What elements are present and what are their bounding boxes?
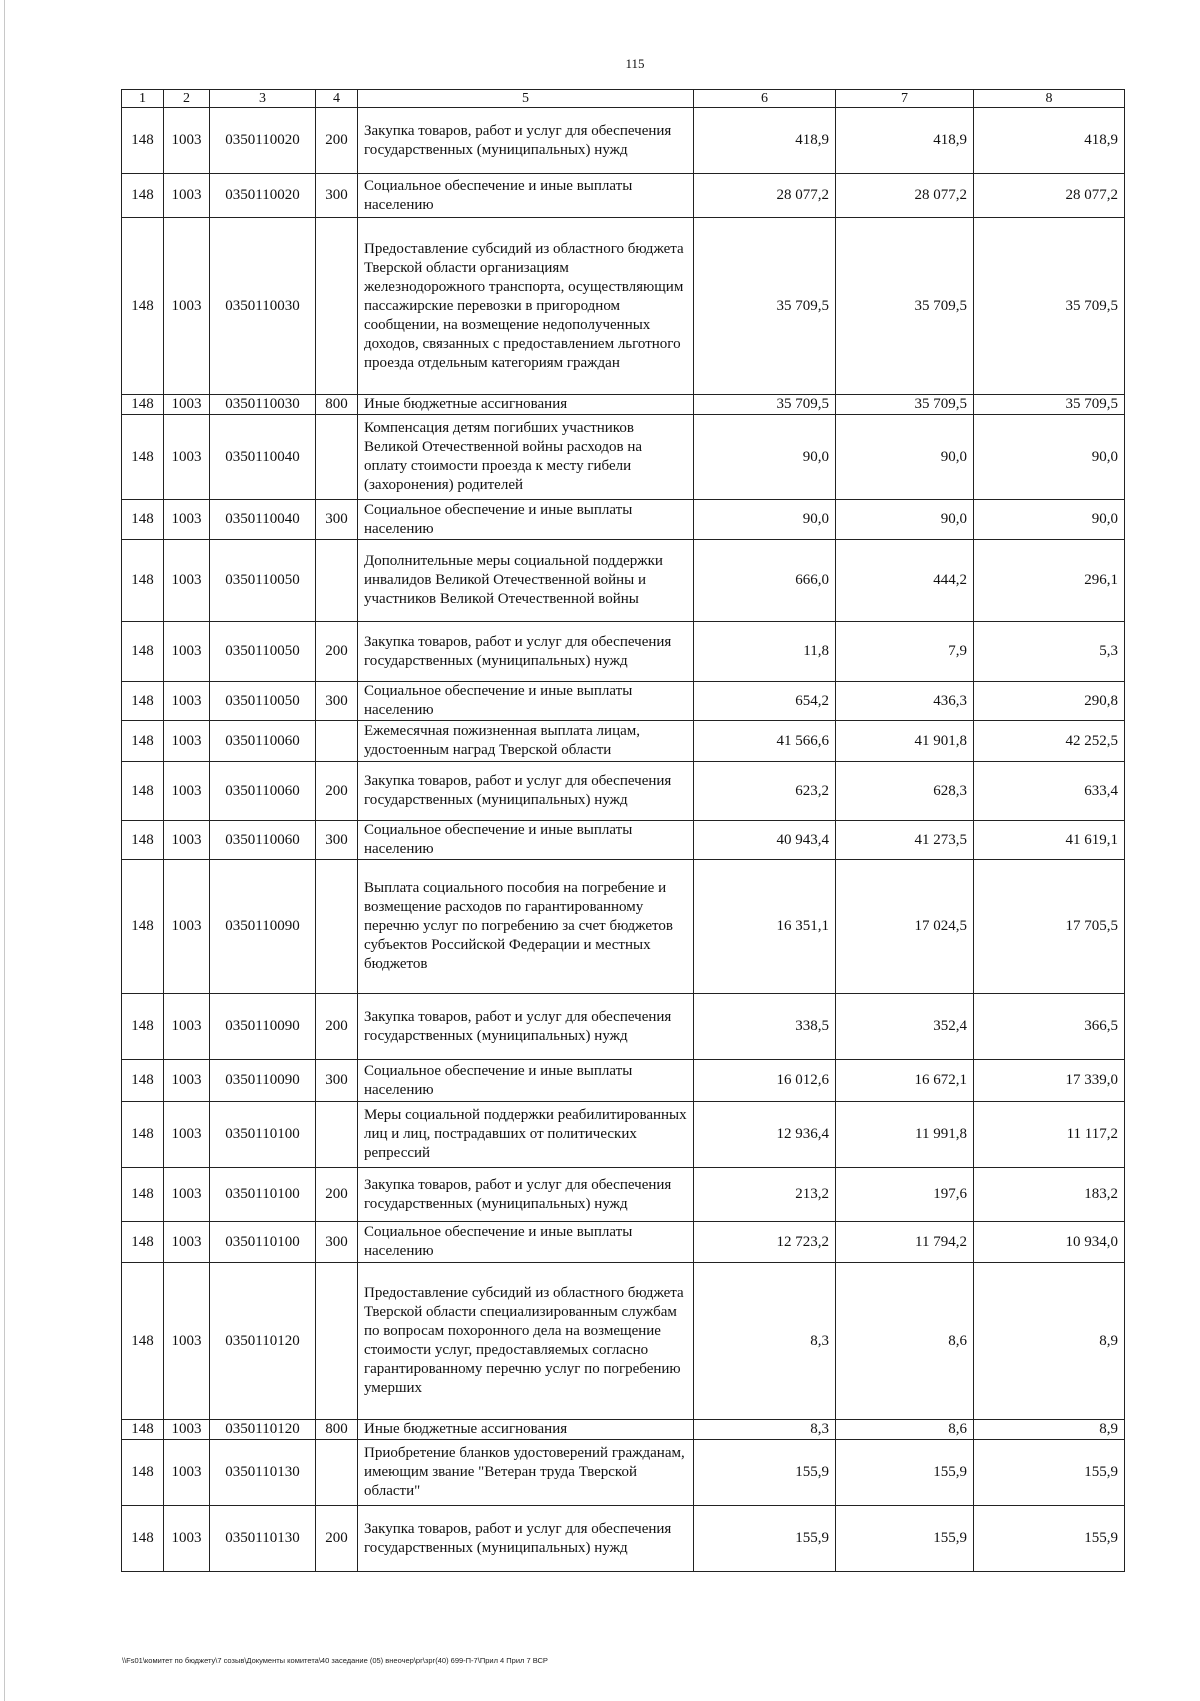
expense-type-code: 300 [316, 174, 358, 218]
agency-code: 148 [122, 395, 164, 415]
section-code: 1003 [164, 622, 210, 682]
table-row [122, 1420, 1125, 1440]
item-description: Иные бюджетные ассигнования [358, 1420, 694, 1440]
table-row [122, 415, 1125, 500]
item-description: Дополнительные меры социальной поддержки инвалидов Великой Отечественной войны и участников Великой Отечественной войны [358, 540, 694, 622]
amount-col-6: 40 943,4 [694, 821, 836, 860]
agency-code: 148 [122, 860, 164, 994]
amount-col-7: 436,3 [836, 682, 974, 721]
agency-code: 148 [122, 1222, 164, 1263]
agency-code: 148 [122, 682, 164, 721]
agency-code: 148 [122, 108, 164, 174]
target-article-code: 0350110040 [210, 415, 316, 500]
amount-col-6: 11,8 [694, 622, 836, 682]
header-col-3: 3 [210, 90, 316, 108]
amount-col-7: 17 024,5 [836, 860, 974, 994]
item-description: Закупка товаров, работ и услуг для обеспечения государственных (муниципальных) нужд [358, 762, 694, 821]
section-code: 1003 [164, 1506, 210, 1572]
expense-type-code [316, 218, 358, 395]
expense-type-code: 300 [316, 821, 358, 860]
amount-col-6: 338,5 [694, 994, 836, 1060]
amount-col-6: 155,9 [694, 1440, 836, 1506]
amount-col-8: 366,5 [974, 994, 1125, 1060]
amount-col-7: 155,9 [836, 1506, 974, 1572]
budget-table [121, 89, 1125, 1572]
amount-col-8: 296,1 [974, 540, 1125, 622]
item-description: Социальное обеспечение и иные выплаты населению [358, 500, 694, 540]
agency-code: 148 [122, 540, 164, 622]
section-code: 1003 [164, 1420, 210, 1440]
table-row [122, 218, 1125, 395]
amount-col-8: 42 252,5 [974, 721, 1125, 762]
amount-col-8: 183,2 [974, 1168, 1125, 1222]
table-row [122, 174, 1125, 218]
expense-type-code: 300 [316, 1060, 358, 1102]
item-description: Компенсация детям погибших участников Великой Отечественной войны расходов на оплату стоимости проезда к месту гибели (захоронения) родителей [358, 415, 694, 500]
target-article-code: 0350110120 [210, 1263, 316, 1420]
amount-col-6: 12 723,2 [694, 1222, 836, 1263]
section-code: 1003 [164, 762, 210, 821]
amount-col-7: 35 709,5 [836, 218, 974, 395]
expense-type-code: 300 [316, 1222, 358, 1263]
scan-margin-line [4, 0, 5, 1701]
table-row [122, 762, 1125, 821]
table-row [122, 1102, 1125, 1168]
section-code: 1003 [164, 108, 210, 174]
section-code: 1003 [164, 395, 210, 415]
amount-col-8: 155,9 [974, 1506, 1125, 1572]
amount-col-6: 213,2 [694, 1168, 836, 1222]
target-article-code: 0350110090 [210, 994, 316, 1060]
agency-code: 148 [122, 415, 164, 500]
table-row [122, 682, 1125, 721]
table-row [122, 721, 1125, 762]
amount-col-8: 10 934,0 [974, 1222, 1125, 1263]
expense-type-code: 800 [316, 395, 358, 415]
section-code: 1003 [164, 860, 210, 994]
table-row [122, 1168, 1125, 1222]
amount-col-6: 41 566,6 [694, 721, 836, 762]
section-code: 1003 [164, 682, 210, 721]
target-article-code: 0350110060 [210, 721, 316, 762]
amount-col-7: 155,9 [836, 1440, 974, 1506]
header-col-8: 8 [974, 90, 1125, 108]
amount-col-6: 666,0 [694, 540, 836, 622]
target-article-code: 0350110020 [210, 108, 316, 174]
amount-col-7: 41 273,5 [836, 821, 974, 860]
expense-type-code: 200 [316, 622, 358, 682]
expense-type-code [316, 1440, 358, 1506]
amount-col-7: 11 794,2 [836, 1222, 974, 1263]
item-description: Выплата социального пособия на погребение и возмещение расходов по гарантированному перечню услуг по погребению за счет бюджетов субъектов Российской Федерации и местных бюджетов [358, 860, 694, 994]
amount-col-6: 12 936,4 [694, 1102, 836, 1168]
amount-col-7: 16 672,1 [836, 1060, 974, 1102]
header-col-2: 2 [164, 90, 210, 108]
amount-col-8: 35 709,5 [974, 395, 1125, 415]
section-code: 1003 [164, 174, 210, 218]
amount-col-6: 418,9 [694, 108, 836, 174]
table-row [122, 1222, 1125, 1263]
header-col-5: 5 [358, 90, 694, 108]
amount-col-8: 11 117,2 [974, 1102, 1125, 1168]
amount-col-8: 17 339,0 [974, 1060, 1125, 1102]
table-row [122, 395, 1125, 415]
target-article-code: 0350110020 [210, 174, 316, 218]
amount-col-8: 28 077,2 [974, 174, 1125, 218]
section-code: 1003 [164, 1060, 210, 1102]
section-code: 1003 [164, 1168, 210, 1222]
amount-col-8: 633,4 [974, 762, 1125, 821]
item-description: Закупка товаров, работ и услуг для обеспечения государственных (муниципальных) нужд [358, 1168, 694, 1222]
agency-code: 148 [122, 994, 164, 1060]
section-code: 1003 [164, 721, 210, 762]
target-article-code: 0350110030 [210, 395, 316, 415]
target-article-code: 0350110060 [210, 762, 316, 821]
target-article-code: 0350110100 [210, 1102, 316, 1168]
amount-col-7: 11 991,8 [836, 1102, 974, 1168]
amount-col-8: 5,3 [974, 622, 1125, 682]
target-article-code: 0350110050 [210, 682, 316, 721]
table-row [122, 821, 1125, 860]
amount-col-7: 35 709,5 [836, 395, 974, 415]
item-description: Социальное обеспечение и иные выплаты населению [358, 174, 694, 218]
item-description: Предоставление субсидий из областного бюджета Тверской области организациям железнодорожного транспорта, осуществляющим пассажирские перевозки в пригородном сообщении, на возмещение недополученных доходов, связанных с предоставлением льготного проезда отдельным категориям граждан [358, 218, 694, 395]
expense-type-code: 300 [316, 500, 358, 540]
amount-col-6: 654,2 [694, 682, 836, 721]
target-article-code: 0350110060 [210, 821, 316, 860]
item-description: Ежемесячная пожизненная выплата лицам, удостоенным наград Тверской области [358, 721, 694, 762]
amount-col-6: 28 077,2 [694, 174, 836, 218]
amount-col-8: 35 709,5 [974, 218, 1125, 395]
agency-code: 148 [122, 1102, 164, 1168]
item-description: Предоставление субсидий из областного бюджета Тверской области специализированным службам по вопросам похоронного дела на возмещение стоимости услуг, предоставляемых согласно гарантированному перечню услуг по погребению умерших [358, 1263, 694, 1420]
target-article-code: 0350110130 [210, 1506, 316, 1572]
target-article-code: 0350110030 [210, 218, 316, 395]
agency-code: 148 [122, 821, 164, 860]
item-description: Закупка товаров, работ и услуг для обеспечения государственных (муниципальных) нужд [358, 622, 694, 682]
table-row [122, 108, 1125, 174]
amount-col-7: 28 077,2 [836, 174, 974, 218]
amount-col-8: 290,8 [974, 682, 1125, 721]
item-description: Приобретение бланков удостоверений гражданам, имеющим звание "Ветеран труда Тверской области" [358, 1440, 694, 1506]
amount-col-6: 623,2 [694, 762, 836, 821]
table-row [122, 1060, 1125, 1102]
amount-col-6: 35 709,5 [694, 395, 836, 415]
agency-code: 148 [122, 174, 164, 218]
amount-col-7: 418,9 [836, 108, 974, 174]
table-row [122, 994, 1125, 1060]
header-col-6: 6 [694, 90, 836, 108]
section-code: 1003 [164, 1222, 210, 1263]
agency-code: 148 [122, 1060, 164, 1102]
expense-type-code: 200 [316, 108, 358, 174]
section-code: 1003 [164, 500, 210, 540]
agency-code: 148 [122, 218, 164, 395]
section-code: 1003 [164, 1440, 210, 1506]
section-code: 1003 [164, 1263, 210, 1420]
page-number: 115 [625, 56, 645, 71]
amount-col-6: 35 709,5 [694, 218, 836, 395]
amount-col-8: 90,0 [974, 415, 1125, 500]
amount-col-6: 155,9 [694, 1506, 836, 1572]
table-body [122, 108, 1125, 1572]
amount-col-8: 17 705,5 [974, 860, 1125, 994]
amount-col-6: 90,0 [694, 415, 836, 500]
table-header-row [122, 90, 1125, 108]
target-article-code: 0350110100 [210, 1222, 316, 1263]
agency-code: 148 [122, 762, 164, 821]
expense-type-code [316, 1263, 358, 1420]
expense-type-code: 200 [316, 994, 358, 1060]
agency-code: 148 [122, 622, 164, 682]
amount-col-8: 41 619,1 [974, 821, 1125, 860]
table-row [122, 860, 1125, 994]
table-row [122, 540, 1125, 622]
expense-type-code: 200 [316, 762, 358, 821]
section-code: 1003 [164, 415, 210, 500]
amount-col-7: 7,9 [836, 622, 974, 682]
expense-type-code [316, 860, 358, 994]
amount-col-8: 8,9 [974, 1420, 1125, 1440]
item-description: Социальное обеспечение и иные выплаты населению [358, 1060, 694, 1102]
section-code: 1003 [164, 1102, 210, 1168]
agency-code: 148 [122, 721, 164, 762]
target-article-code: 0350110090 [210, 1060, 316, 1102]
item-description: Социальное обеспечение и иные выплаты населению [358, 1222, 694, 1263]
table-row [122, 1440, 1125, 1506]
amount-col-7: 90,0 [836, 500, 974, 540]
amount-col-6: 8,3 [694, 1420, 836, 1440]
section-code: 1003 [164, 994, 210, 1060]
amount-col-8: 418,9 [974, 108, 1125, 174]
header-col-1: 1 [122, 90, 164, 108]
expense-type-code: 300 [316, 682, 358, 721]
agency-code: 148 [122, 500, 164, 540]
amount-col-7: 90,0 [836, 415, 974, 500]
agency-code: 148 [122, 1420, 164, 1440]
item-description: Меры социальной поддержки реабилитированных лиц и лиц, пострадавших от политических репрессий [358, 1102, 694, 1168]
agency-code: 148 [122, 1506, 164, 1572]
expense-type-code: 200 [316, 1506, 358, 1572]
expense-type-code [316, 415, 358, 500]
amount-col-7: 8,6 [836, 1263, 974, 1420]
amount-col-7: 41 901,8 [836, 721, 974, 762]
target-article-code: 0350110100 [210, 1168, 316, 1222]
amount-col-6: 8,3 [694, 1263, 836, 1420]
target-article-code: 0350110040 [210, 500, 316, 540]
item-description: Социальное обеспечение и иные выплаты населению [358, 682, 694, 721]
header-col-7: 7 [836, 90, 974, 108]
footer-file-path: \\Fs01\комитет по бюджету\7 созыв\Документы комитета\40 заседание (05) внеочер\рг\зрг(40) 699-П-7\Прил 4 Прил 7 ВСР [122, 1656, 548, 1665]
amount-col-7: 628,3 [836, 762, 974, 821]
amount-col-7: 444,2 [836, 540, 974, 622]
target-article-code: 0350110130 [210, 1440, 316, 1506]
item-description: Закупка товаров, работ и услуг для обеспечения государственных (муниципальных) нужд [358, 994, 694, 1060]
amount-col-8: 155,9 [974, 1440, 1125, 1506]
agency-code: 148 [122, 1168, 164, 1222]
agency-code: 148 [122, 1263, 164, 1420]
target-article-code: 0350110120 [210, 1420, 316, 1440]
section-code: 1003 [164, 540, 210, 622]
item-description: Закупка товаров, работ и услуг для обеспечения государственных (муниципальных) нужд [358, 108, 694, 174]
section-code: 1003 [164, 218, 210, 395]
amount-col-6: 90,0 [694, 500, 836, 540]
table-row [122, 1506, 1125, 1572]
expense-type-code [316, 721, 358, 762]
amount-col-6: 16 351,1 [694, 860, 836, 994]
item-description: Закупка товаров, работ и услуг для обеспечения государственных (муниципальных) нужд [358, 1506, 694, 1572]
expense-type-code: 800 [316, 1420, 358, 1440]
expense-type-code [316, 1102, 358, 1168]
amount-col-8: 90,0 [974, 500, 1125, 540]
table-row [122, 622, 1125, 682]
table-row [122, 500, 1125, 540]
amount-col-8: 8,9 [974, 1263, 1125, 1420]
header-col-4: 4 [316, 90, 358, 108]
target-article-code: 0350110090 [210, 860, 316, 994]
target-article-code: 0350110050 [210, 622, 316, 682]
expense-type-code [316, 540, 358, 622]
agency-code: 148 [122, 1440, 164, 1506]
amount-col-7: 8,6 [836, 1420, 974, 1440]
item-description: Социальное обеспечение и иные выплаты населению [358, 821, 694, 860]
amount-col-7: 197,6 [836, 1168, 974, 1222]
amount-col-6: 16 012,6 [694, 1060, 836, 1102]
table-row [122, 1263, 1125, 1420]
amount-col-7: 352,4 [836, 994, 974, 1060]
item-description: Иные бюджетные ассигнования [358, 395, 694, 415]
section-code: 1003 [164, 821, 210, 860]
expense-type-code: 200 [316, 1168, 358, 1222]
target-article-code: 0350110050 [210, 540, 316, 622]
